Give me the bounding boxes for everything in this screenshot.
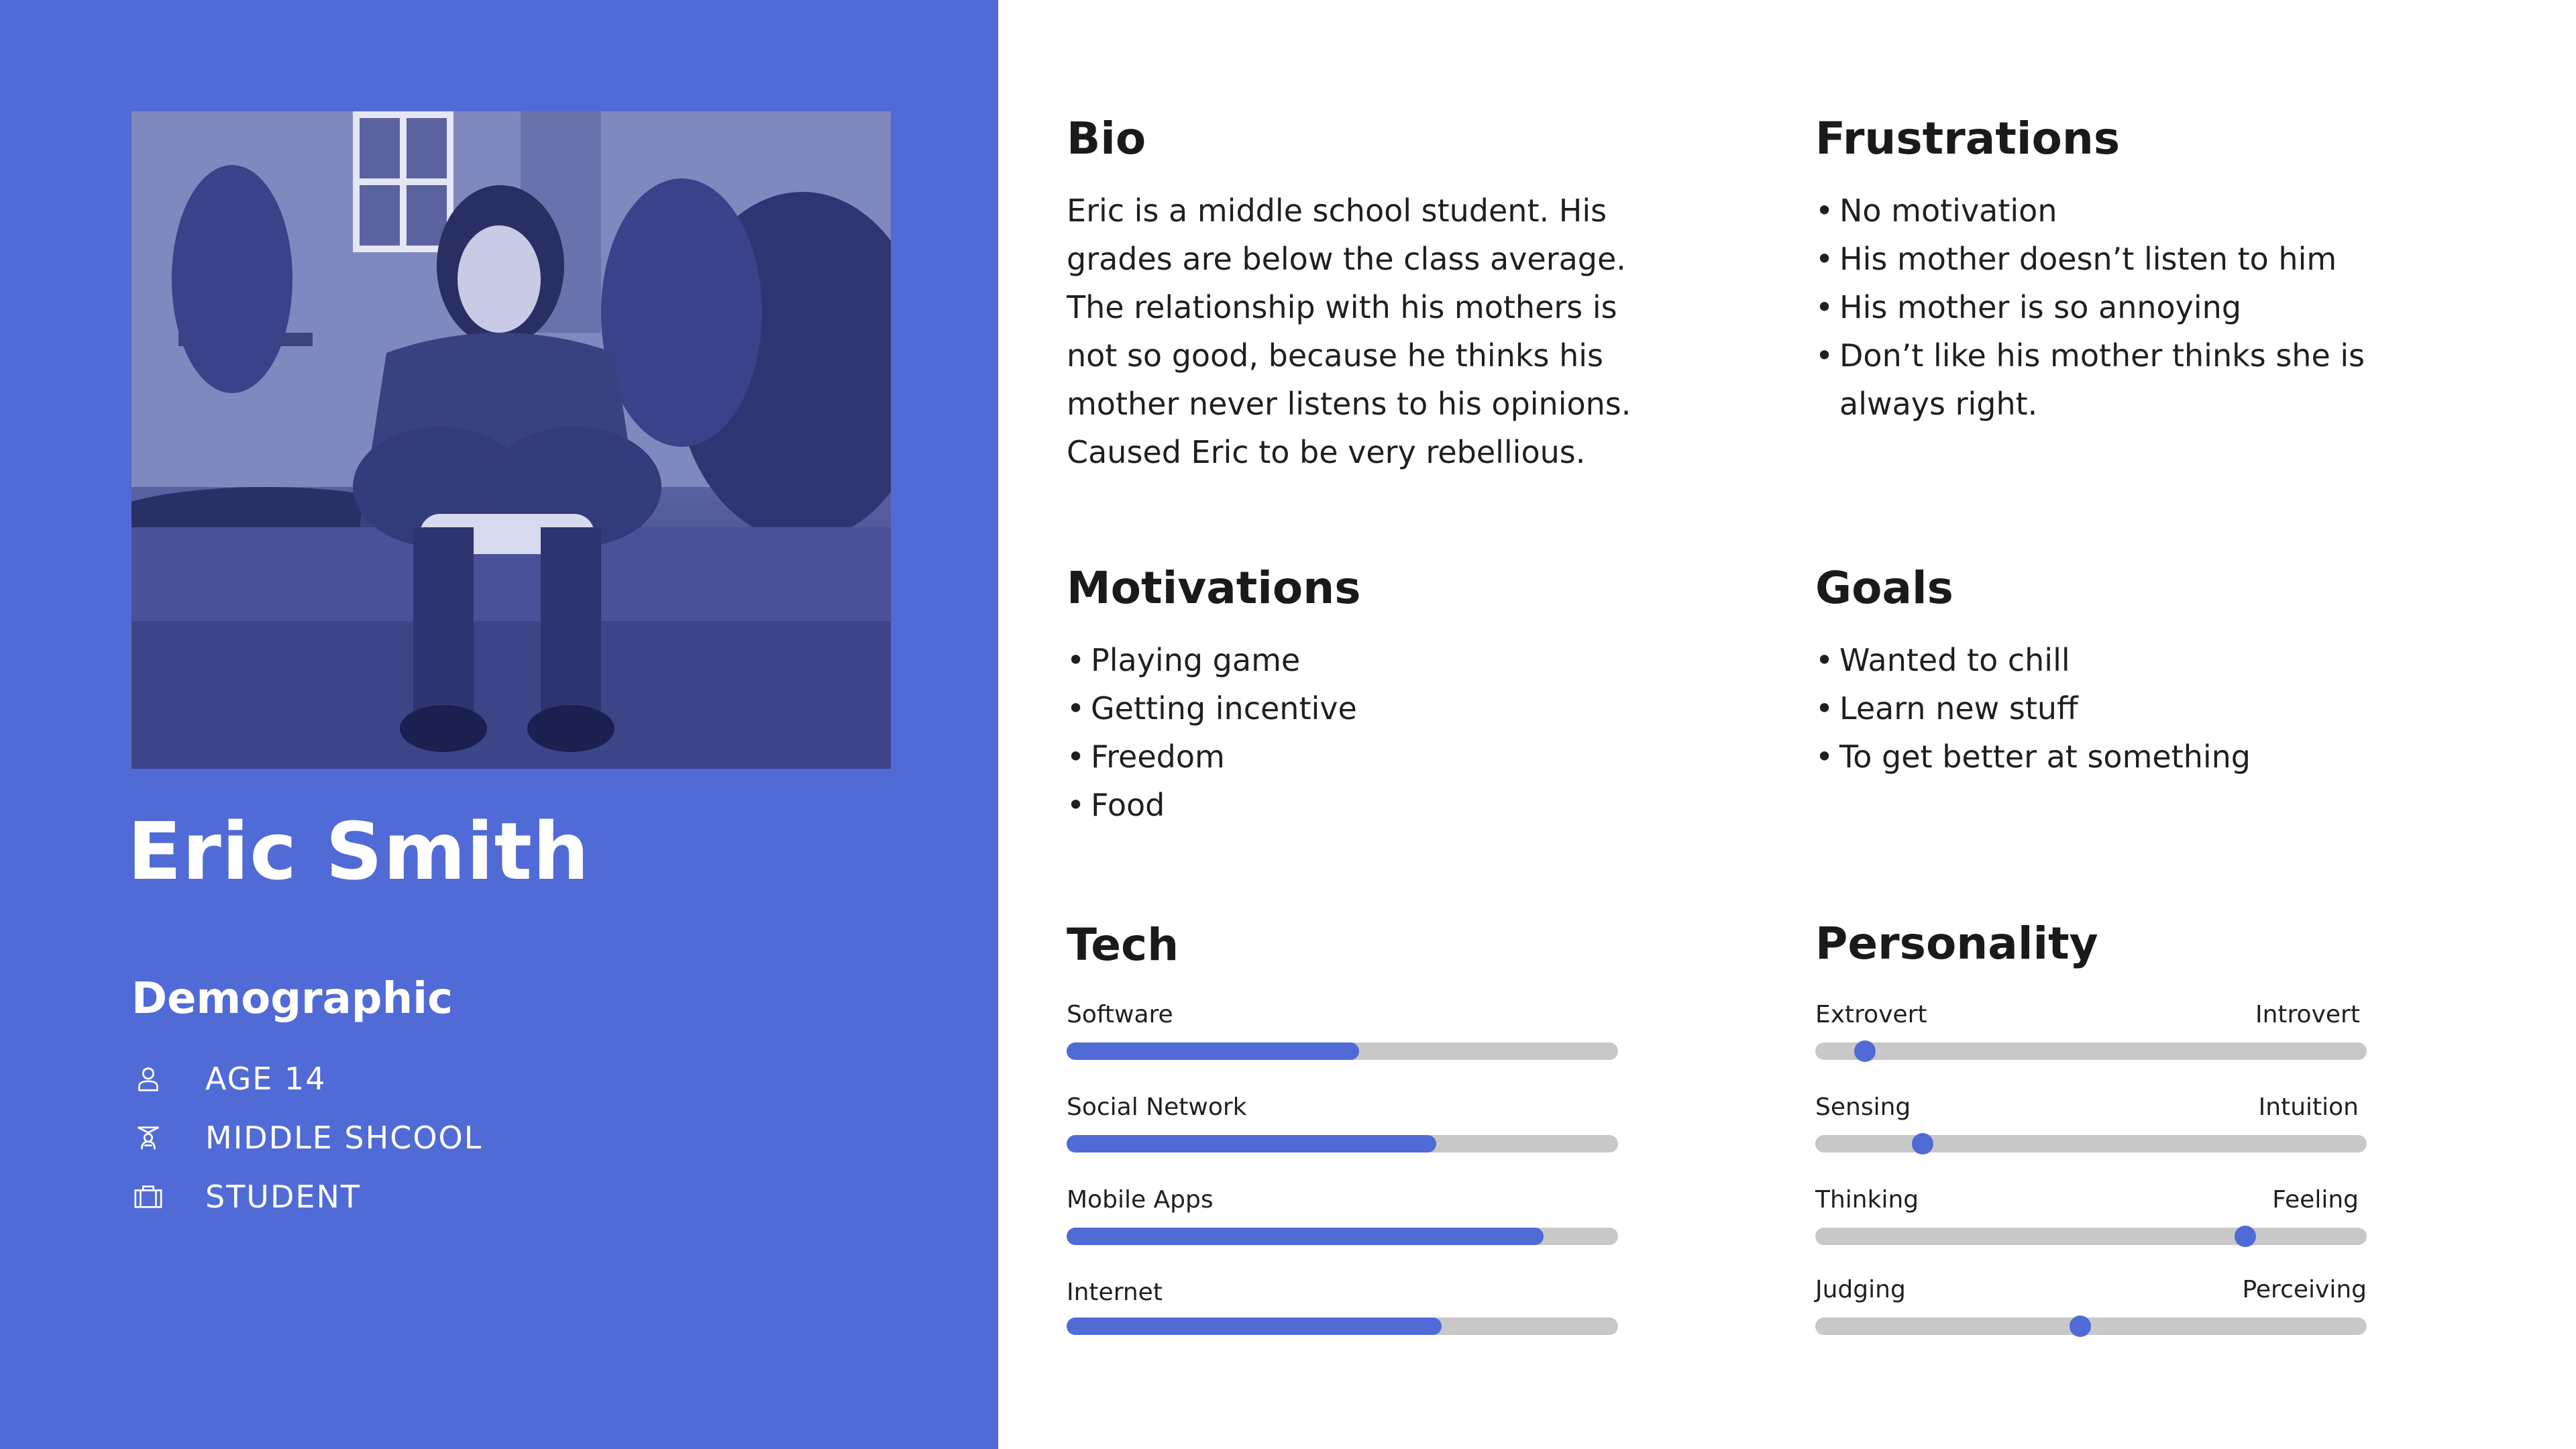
person-icon	[131, 1060, 165, 1097]
list-item: • His mother is so annoying	[1815, 283, 2419, 331]
goals-title: Goals	[1815, 562, 1953, 614]
demographic-item-age	[131, 1059, 327, 1099]
personality-label-introvert: Introvert	[2255, 1001, 2360, 1028]
personality-marker	[1854, 1040, 1876, 1062]
tech-bar-software	[1067, 1042, 1618, 1060]
bio-line: Caused Eric to be very rebellious.	[1067, 434, 1586, 470]
demographic-label-school: MIDDLE SHCOOL	[205, 1120, 483, 1156]
personality-label-extrovert: Extrovert	[1815, 1001, 1927, 1028]
personality-scale-sensing-intuition	[1815, 1135, 2367, 1152]
tech-title: Tech	[1067, 919, 1179, 971]
persona-photo	[131, 111, 891, 769]
frustrations-title: Frustrations	[1815, 113, 2121, 164]
bio-line: not so good, because he thinks his	[1067, 337, 1603, 374]
motivations-title: Motivations	[1067, 562, 1361, 614]
personality-label-intuition: Intuition	[2258, 1093, 2359, 1121]
bio-line: Eric is a middle school student. His	[1067, 193, 1607, 229]
tech-bar-fill	[1067, 1228, 1544, 1245]
bio-text	[1067, 186, 1724, 476]
list-item: • Learn new stuff	[1815, 684, 2419, 733]
demographic-label-age: AGE 14	[205, 1061, 327, 1097]
goals-list	[1815, 636, 2419, 781]
list-item: • Wanted to chill	[1815, 636, 2419, 684]
persona-name: Eric Smith	[127, 805, 590, 898]
personality-label-perceiving: Perceiving	[2242, 1276, 2367, 1303]
bio-title: Bio	[1067, 113, 1146, 164]
personality-title: Personality	[1815, 918, 2098, 969]
personality-marker	[1912, 1133, 1933, 1155]
persona-photo-illustration	[131, 111, 891, 769]
list-item: • No motivation	[1815, 186, 2419, 235]
tech-label-social-network: Social Network	[1067, 1093, 1247, 1121]
personality-marker	[2070, 1316, 2091, 1337]
motivations-list	[1067, 636, 1670, 829]
bio-line: The relationship with his mothers is	[1067, 289, 1617, 325]
tech-bar-social-network	[1067, 1135, 1618, 1152]
frustrations-list	[1815, 186, 2419, 428]
school-icon	[131, 1119, 165, 1157]
left-panel	[0, 0, 998, 1449]
personality-label-feeling: Feeling	[2272, 1186, 2359, 1214]
list-item: • To get better at something	[1815, 733, 2419, 781]
tech-label-software: Software	[1067, 1001, 1173, 1028]
personality-scale-extrovert-introvert	[1815, 1042, 2367, 1060]
personality-scale-judging-perceiving	[1815, 1318, 2367, 1335]
tech-bar-mobile-apps	[1067, 1228, 1618, 1245]
tech-bar-fill	[1067, 1318, 1442, 1335]
personality-label-sensing: Sensing	[1815, 1093, 1911, 1121]
personality-label-thinking: Thinking	[1815, 1186, 1919, 1214]
demographic-label-occupation: STUDENT	[205, 1179, 361, 1215]
tech-label-internet: Internet	[1067, 1279, 1163, 1306]
briefcase-icon	[131, 1178, 165, 1216]
tech-bar-internet	[1067, 1318, 1618, 1335]
personality-scale-thinking-feeling	[1815, 1228, 2367, 1245]
demographic-item-school	[131, 1118, 482, 1158]
demographic-item-occupation	[131, 1177, 361, 1217]
personality-marker	[2235, 1226, 2256, 1247]
tech-bar-fill	[1067, 1135, 1436, 1152]
bio-line: grades are below the class average.	[1067, 241, 1626, 277]
list-item: • Food	[1067, 781, 1670, 829]
bio-line: mother never listens to his opinions.	[1067, 386, 1631, 422]
personality-label-judging: Judging	[1815, 1276, 1906, 1303]
tech-bar-fill	[1067, 1042, 1359, 1060]
list-item: • Freedom	[1067, 733, 1670, 781]
list-item: • Don’t like his mother thinks she is always right.	[1815, 331, 2419, 428]
list-item: • Getting incentive	[1067, 684, 1670, 733]
list-item: • His mother doesn’t listen to him	[1815, 235, 2419, 283]
list-item: • Playing game	[1067, 636, 1670, 684]
demographic-title: Demographic	[131, 974, 453, 1024]
tech-label-mobile-apps: Mobile Apps	[1067, 1186, 1214, 1214]
